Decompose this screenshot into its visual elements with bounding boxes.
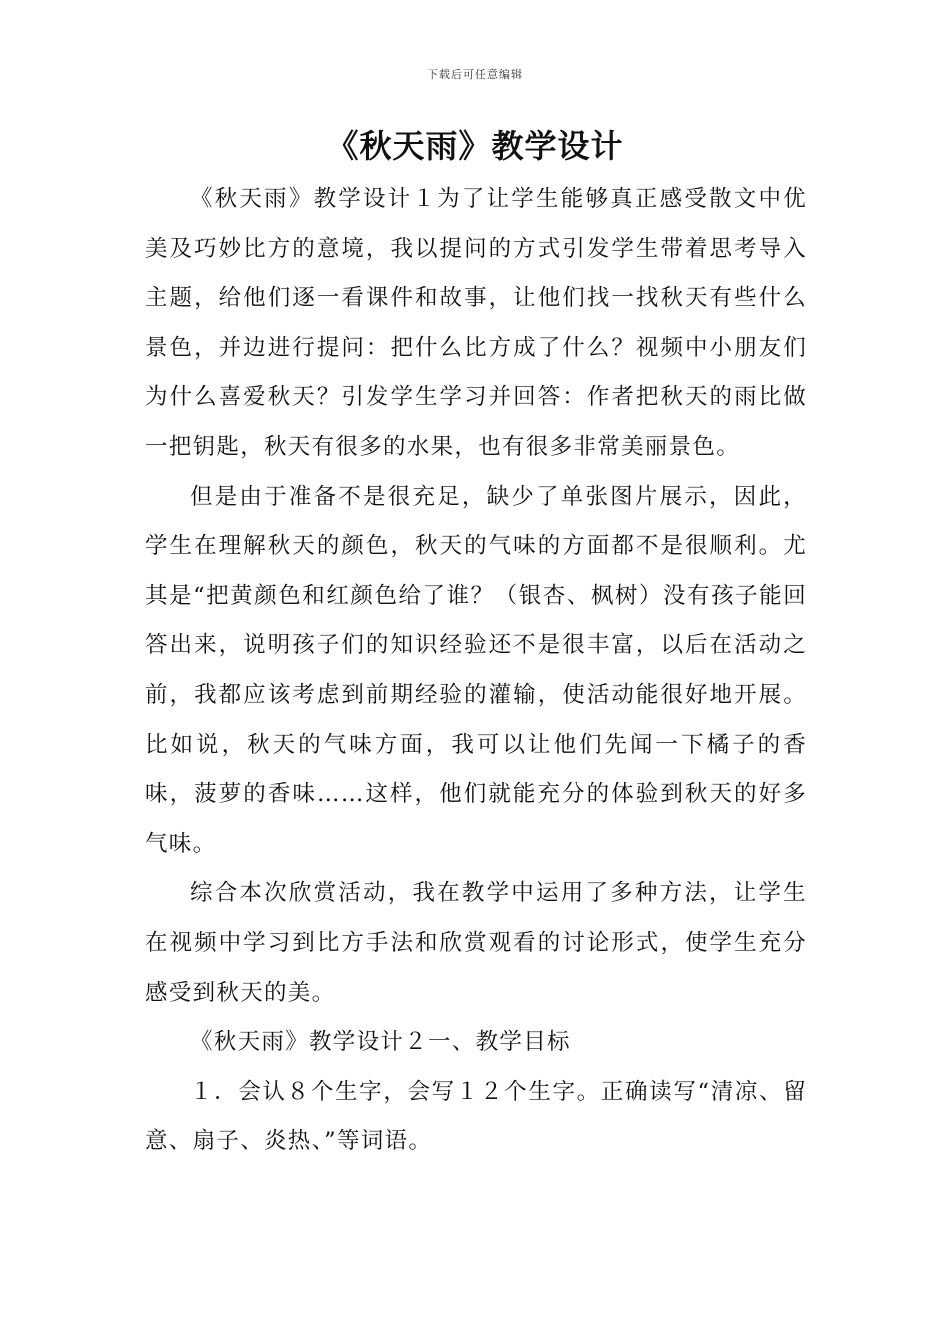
header-note: 下载后可任意编辑 bbox=[427, 68, 523, 81]
document-title: 《秋天雨》教学设计 bbox=[326, 127, 624, 165]
paragraph-3: 综合本次欣赏活动，我在教学中运用了多种方法，让学生在视频中学习到比方手法和欣赏观看的讨论形式，使学生充分感受到秋天的美。 bbox=[145, 880, 807, 1006]
document-body bbox=[145, 175, 807, 1167]
paragraph-2: 但是由于准备不是很充足，缺少了单张图片展示，因此，学生在理解秋天的颜色，秋天的气味的方面都不是很顺利。尤其是“把黄颜色和红颜色给了谁？（银杏、枫树）没有孩子能回答出来，说明孩子们的知识经验还不是很丰富，以后在活动之前，我都应该考虑到前期经验的灌输，使活动能很好地开展。比如说，秋天的气味方面，我可以让他们先闻一下橘子的香味，菠萝的香味……这样，他们就能充分的体验到秋天的好多气味。 bbox=[145, 483, 807, 857]
paragraph-4: 《秋天雨》教学设计２一、教学目标 bbox=[190, 1029, 571, 1056]
paragraph-1: 《秋天雨》教学设计１为了让学生能够真正感受散文中优美及巧妙比方的意境，我以提问的方式引发学生带着思考导入主题，给他们逐一看课件和故事，让他们找一找秋天有些什么景色，并边进行提问：把什么比方成了什么？视频中小朋友们为什么喜爱秋天？引发学生学习并回答：作者把秋天的雨比做一把钥匙，秋天有很多的水果，也有很多非常美丽景色。 bbox=[145, 186, 807, 460]
paragraph-5: １．会认８个生字，会写１２个生字。正确读写“清凉、留意、扇子、炎热、”等词语。 bbox=[145, 1078, 807, 1155]
